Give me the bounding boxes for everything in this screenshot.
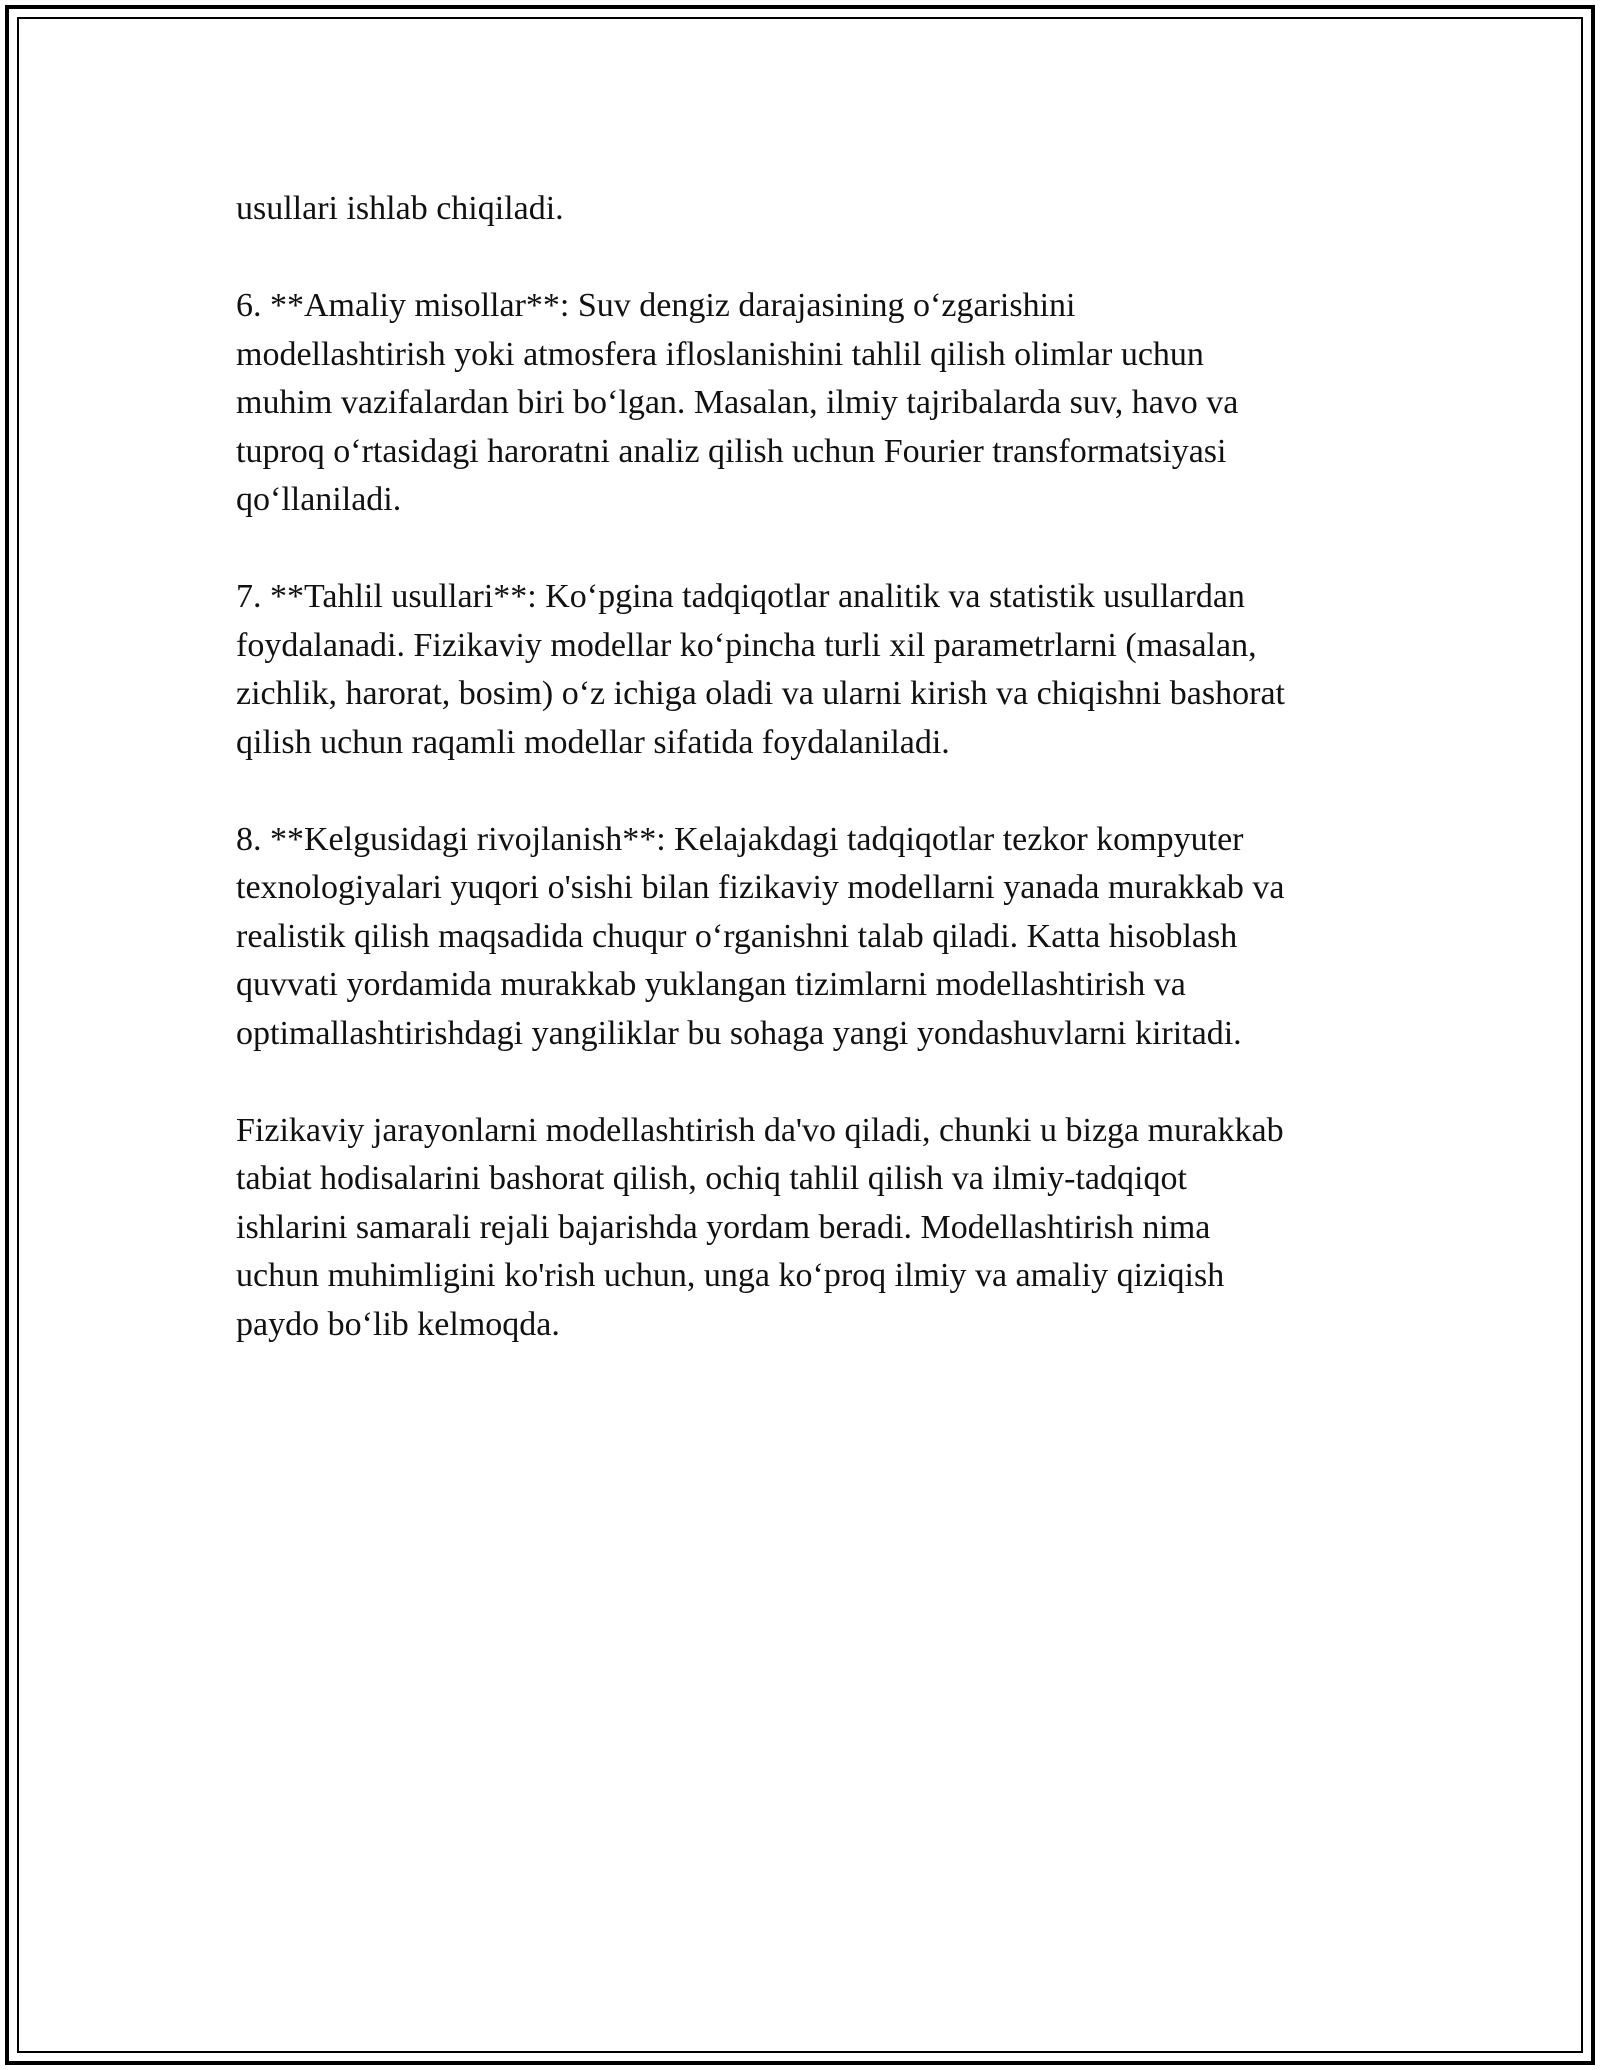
paragraph-intro-tail xyxy=(236,185,1386,234)
paragraph-item-6 xyxy=(236,282,1386,525)
text-line: quvvati yordamida murakkab yuklangan tizimlarni modellashtirish va xyxy=(236,966,1186,1003)
text-line: tuproq oʻrtasidagi haroratni analiz qilish uchun Fourier transformatsiyasi xyxy=(236,432,1227,470)
text-line: uchun muhimligini ko'rish uchun, unga koʻproq ilmiy va amaliy qiziqish xyxy=(236,1257,1225,1294)
text-line: foydalanadi. Fizikaviy modellar koʻpincha turli xil parametrlarni (masalan, xyxy=(236,626,1257,664)
text-line: 8. **Kelgusidagi rivojlanish**: Kelajakdagi tadqiqotlar tezkor kompyuter xyxy=(236,820,1244,858)
text-line: optimallashtirishdagi yangiliklar bu sohaga yangi yondashuvlarni kiritadi. xyxy=(236,1014,1242,1052)
text-line: realistik qilish maqsadida chuqur oʻrganishni talab qiladi. Katta hisoblash xyxy=(236,917,1238,955)
text-line: 7. **Tahlil usullari**: Koʻpgina tadqiqotlar analitik va statistik usullardan xyxy=(236,578,1245,615)
paragraph-item-7 xyxy=(236,573,1386,767)
text-line: zichlik, harorat, bosim) oʻz ichiga oladi va ularni kirish va chiqishni bashorat xyxy=(236,675,1285,712)
text-line: 6. **Amaliy misollar**: Suv dengiz darajasining oʻzgarishini xyxy=(236,287,1076,324)
text-line: ishlarini samarali rejali bajarishda yordam beradi. Modellashtirish nima xyxy=(236,1208,1211,1246)
text-line: usullari ishlab chiqiladi. xyxy=(236,190,564,227)
text-line: qoʻllaniladi. xyxy=(236,481,402,518)
document-body xyxy=(236,185,1386,1398)
text-line: paydo boʻlib kelmoqda. xyxy=(236,1305,560,1343)
text-line: muhim vazifalardan biri boʻlgan. Masalan, ilmiy tajribalarda suv, havo va xyxy=(236,384,1239,421)
paragraph-conclusion xyxy=(236,1107,1386,1350)
text-line: qilish uchun raqamli modellar sifatida foydalaniladi. xyxy=(236,723,950,761)
text-line: texnologiyalari yuqori o'sishi bilan fizikaviy modellarni yanada murakkab va xyxy=(236,869,1285,906)
text-line: modellashtirish yoki atmosfera ifloslanishini tahlil qilish olimlar uchun xyxy=(236,335,1204,373)
text-line: tabiat hodisalarini bashorat qilish, ochiq tahlil qilish va ilmiy-tadqiqot xyxy=(236,1160,1187,1197)
text-line: Fizikaviy jarayonlarni modellashtirish da'vo qiladi, chunki u bizga murakkab xyxy=(236,1111,1284,1149)
paragraph-item-8 xyxy=(236,816,1386,1059)
